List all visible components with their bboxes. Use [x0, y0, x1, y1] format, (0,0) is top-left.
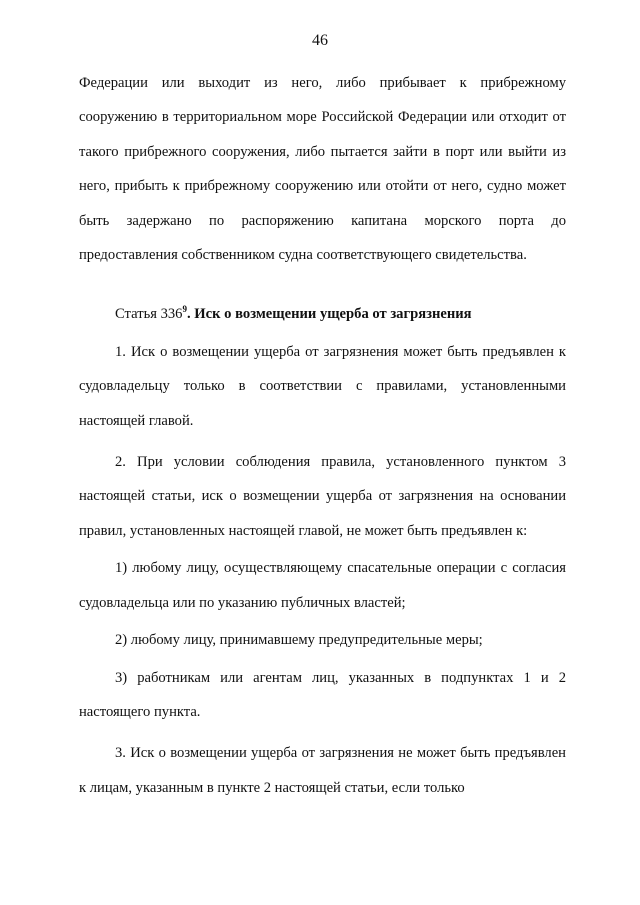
spacer [79, 729, 566, 736]
article-prefix: Статья 336 [115, 306, 183, 323]
article-heading [79, 297, 566, 331]
spacer [79, 438, 566, 445]
subitem-2: 2) любому лицу, принимавшему предупредительные меры; [115, 632, 483, 649]
paragraph-2: 2. При условии соблюдения правила, установленного пунктом 3 настоящей статьи, иск о возмещении ущерба от загрязнения на основании правил, установленных настоящей главой, не может быть предъявлен к: [79, 454, 566, 539]
article-title: . Иск о возмещении ущерба от загрязнения [186, 306, 472, 323]
paragraph-1: 1. Иск о возмещении ущерба от загрязнения может быть предъявлен к судовладельцу только в соответствии с правилами, установленными настоящей главой. [79, 343, 566, 429]
subitem-1: 1) любому лицу, осуществляющему спасательные операции с согласия судовладельца или по указанию публичных властей; [79, 560, 566, 611]
article-superscript: 9 [182, 304, 187, 315]
continuation-paragraph: Федерации или выходит из него, либо прибывает к прибрежному сооружению в территориальном море Российской Федерации или отходит от такого прибрежного сооружения, либо пытается зайти в порт или выйти из него, прибыть к прибрежному сооружению или отойти от него, судно может быть задержано по распоряжению капитана морского порта до предоставления собственником судна соответствующего свидетельства. [79, 75, 566, 264]
subitem-3: 3) работникам или агентам лиц, указанных в подпунктах 1 и 2 настоящего пункта. [79, 669, 566, 720]
paragraph-3: 3. Иск о возмещении ущерба от загрязнения не может быть предъявлен к лицам, указанным в пункте 2 настоящей статьи, если только [79, 745, 566, 796]
spacer [79, 272, 566, 297]
body-text [79, 66, 566, 805]
page-number: 46 [312, 32, 328, 49]
